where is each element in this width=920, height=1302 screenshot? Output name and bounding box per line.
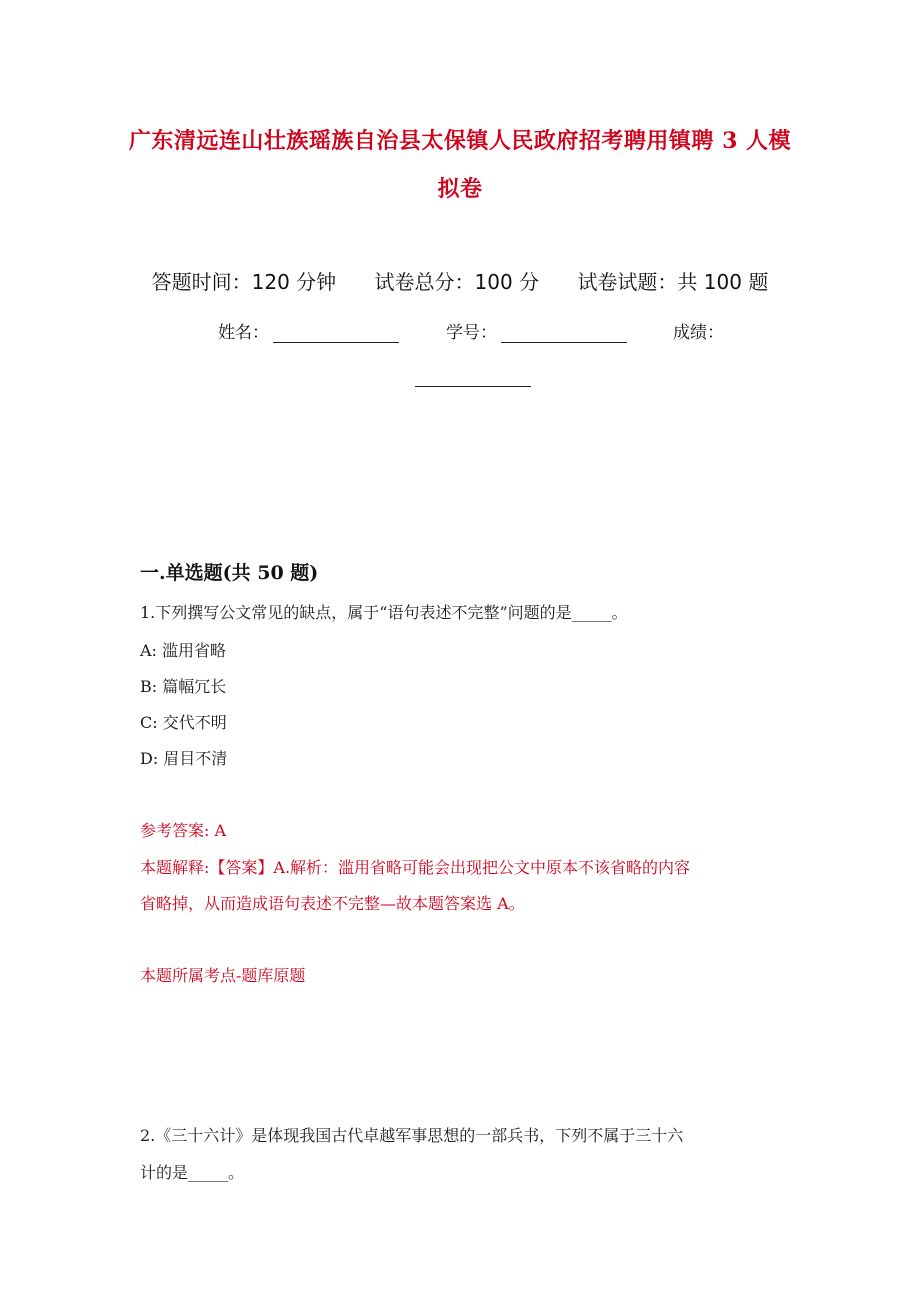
question-1-option-c: C: 交代不明 bbox=[140, 713, 227, 732]
question-1-explanation-line1: 本题解释:【答案】A.解析：滥用省略可能会出现把公文中原本不该省略的内容 bbox=[140, 858, 691, 877]
score-label: 成绩： bbox=[673, 323, 724, 343]
score-field bbox=[673, 318, 724, 343]
question-2-stem-line2: 计的是_____。 bbox=[140, 1163, 245, 1182]
student-number-blank bbox=[501, 325, 627, 343]
name-field bbox=[218, 318, 399, 343]
exam-info-row bbox=[0, 266, 920, 295]
exam-time: 答题时间：120 分钟 bbox=[151, 270, 337, 294]
question-1-option-a: A: 滥用省略 bbox=[140, 641, 227, 660]
document-title-line1: 广东清远连山壮族瑶族自治县太保镇人民政府招考聘用镇聘 3 人模 bbox=[128, 128, 792, 154]
question-2-stem-line1: 2.《三十六计》是体现我国古代卓越军事思想的一部兵书，下列不属于三十六 bbox=[140, 1126, 684, 1145]
document-title-line2: 拟卷 bbox=[437, 176, 483, 202]
question-1-option-d: D: 眉目不清 bbox=[140, 749, 228, 768]
question-1-stem: 1.下列撰写公文常见的缺点，属于“语句表述不完整”问题的是_____。 bbox=[140, 603, 628, 622]
student-number-label: 学号： bbox=[446, 323, 497, 343]
exam-total-score: 试卷总分：100 分 bbox=[374, 270, 540, 294]
name-label: 姓名： bbox=[218, 323, 269, 343]
section-heading: 一.单选题(共 50 题) bbox=[140, 562, 319, 584]
name-blank bbox=[273, 325, 399, 343]
student-number-field bbox=[446, 318, 627, 343]
question-1-option-b: B: 篇幅冗长 bbox=[140, 677, 227, 696]
score-blank bbox=[415, 386, 531, 387]
question-1-explanation-line2: 省略掉，从而造成语句表述不完整—故本题答案选 A。 bbox=[140, 894, 525, 913]
question-1-answer: 参考答案: A bbox=[140, 821, 227, 840]
exam-question-count: 试卷试题：共 100 题 bbox=[577, 270, 769, 294]
question-1-source: 本题所属考点-题库原题 bbox=[140, 966, 306, 985]
